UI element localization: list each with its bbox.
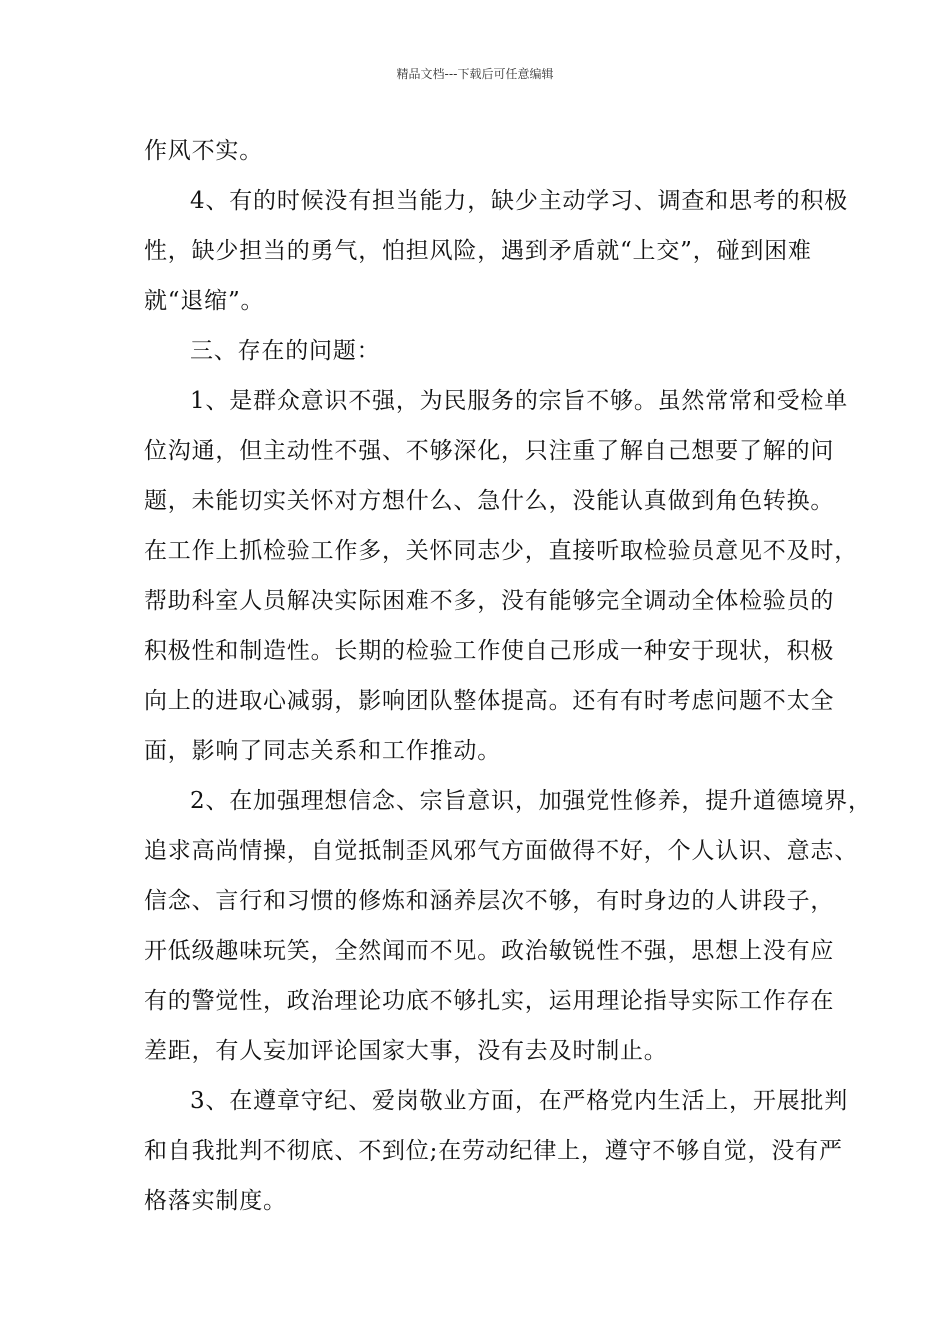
text-line: 题，未能切实关怀对方想什么、急什么，没能认真做到角色转换。 (144, 488, 835, 514)
text-line: 在工作上抓检验工作多，关怀同志少，直接听取检验员意见不及时， (144, 538, 858, 564)
text-line: 和自我批判不彻底、不到位;在劳动纪律上，遵守不够自觉，没有严 (144, 1138, 843, 1164)
text-line: 有的警觉性，政治理论功底不够扎实，运用理论指导实际工作存在 (144, 988, 835, 1014)
text-line: 4、有的时候没有担当能力，缺少主动学习、调查和思考的积极 (190, 188, 849, 214)
text-line: 开低级趣味玩笑，全然闻而不见。政治敏锐性不强，思想上没有应 (144, 938, 835, 964)
text-line: 帮助科室人员解决实际困难不多，没有能够完全调动全体检验员的 (144, 588, 835, 614)
text-line: 追求高尚情操，自觉抵制歪风邪气方面做得不好，个人认识、意志、 (144, 838, 858, 864)
text-line: 格落实制度。 (144, 1188, 287, 1214)
text-line: 差距，有人妄加评论国家大事，没有去及时制止。 (144, 1038, 668, 1064)
text-line: 1、是群众意识不强，为民服务的宗旨不够。虽然常常和受检单 (190, 388, 849, 414)
text-line: 就“退缩”。 (144, 288, 265, 314)
text-line: 性，缺少担当的勇气，怕担风险，遇到矛盾就“上交”，碰到困难 (144, 238, 812, 264)
document-body (144, 126, 872, 1226)
text-line: 作风不实。 (144, 138, 263, 164)
text-line: 积极性和制造性。长期的检验工作使自己形成一种安于现状，积极 (144, 638, 835, 664)
text-line: 向上的进取心减弱，影响团队整体提高。还有有时考虑问题不太全 (144, 688, 835, 714)
text-line: 位沟通，但主动性不强、不够深化，只注重了解自己想要了解的问 (144, 438, 835, 464)
section-heading: 三、存在的问题： (190, 338, 381, 364)
text-line: 信念、言行和习惯的修炼和涵养层次不够，有时身边的人讲段子， (144, 888, 835, 914)
text-line: 3、在遵章守纪、爱岗敬业方面，在严格党内生活上，开展批判 (190, 1088, 849, 1114)
text-line: 2、在加强理想信念、宗旨意识，加强党性修养，提升道德境界， (190, 788, 872, 814)
text-line: 面，影响了同志关系和工作推动。 (144, 738, 501, 764)
page-header: 精品文档---下载后可任意编辑 (396, 67, 554, 81)
